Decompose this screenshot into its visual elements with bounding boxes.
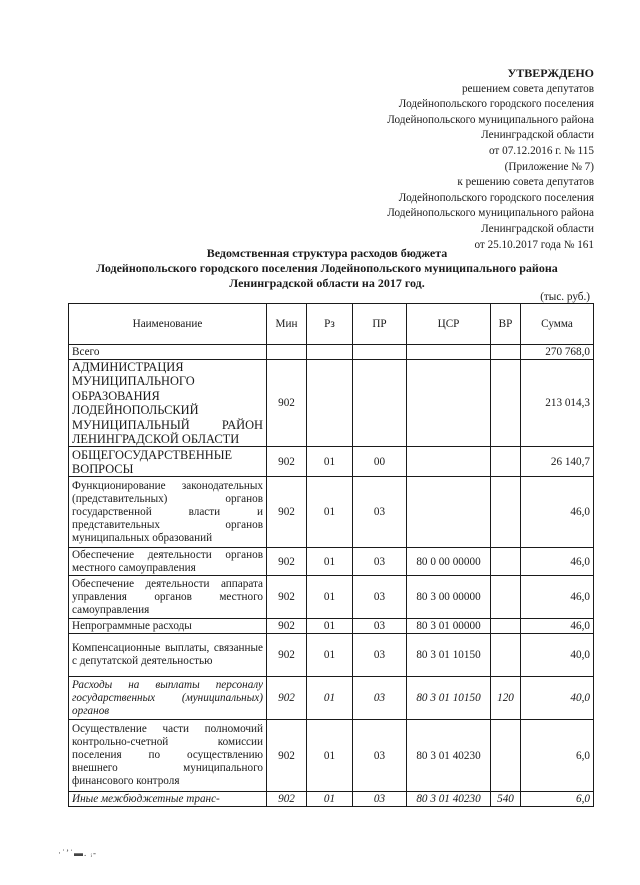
cell-pr: 03 xyxy=(353,548,407,576)
units-label: (тыс. руб.) xyxy=(540,291,590,303)
cell-vr xyxy=(491,477,521,548)
cell-min: 902 xyxy=(267,548,307,576)
cell-pr: 03 xyxy=(353,677,407,720)
cell-min: 902 xyxy=(267,720,307,792)
header-min: Мин xyxy=(267,304,307,345)
cell-vr xyxy=(491,634,521,677)
cell-name: Расходы на выплаты персоналу государственных (муниципальных) органов xyxy=(69,677,267,720)
cell-min: 902 xyxy=(267,576,307,619)
cell-min: 902 xyxy=(267,677,307,720)
cell-name: Компенсационные выплаты, связанные с депутатской деятельностью xyxy=(69,634,267,677)
cell-rz xyxy=(307,345,353,360)
cell-sum: 270 768,0 xyxy=(521,345,594,360)
cell-rz: 01 xyxy=(307,447,353,477)
cell-pr: 03 xyxy=(353,477,407,548)
cell-sum: 6,0 xyxy=(521,720,594,792)
table-row xyxy=(69,447,594,477)
header-vr: ВР xyxy=(491,304,521,345)
cell-sum: 46,0 xyxy=(521,576,594,619)
cell-pr xyxy=(353,360,407,447)
approval-block xyxy=(387,66,594,253)
cell-sum: 46,0 xyxy=(521,619,594,634)
approval-line: Лодейнопольского муниципального района xyxy=(387,207,594,220)
cell-sum: 46,0 xyxy=(521,548,594,576)
cell-sum: 46,0 xyxy=(521,477,594,548)
cell-name: Осуществление части полномочий контрольно-счетной комиссии поселения по осуществлению внешнего муниципального финансового контроля xyxy=(69,720,267,792)
cell-rz: 01 xyxy=(307,792,353,807)
cell-csr: 80 3 01 10150 xyxy=(407,677,491,720)
cell-min: 902 xyxy=(267,447,307,477)
approval-line: Лодейнопольского городского поселения xyxy=(398,98,594,111)
cell-min xyxy=(267,345,307,360)
table-header-row xyxy=(69,304,594,345)
cell-csr xyxy=(407,345,491,360)
cell-rz: 01 xyxy=(307,619,353,634)
cell-name: Иные межбюджетные транс- xyxy=(69,792,267,807)
cell-vr xyxy=(491,619,521,634)
header-rz: Рз xyxy=(307,304,353,345)
cell-sum: 6,0 xyxy=(521,792,594,807)
table-row xyxy=(69,619,594,634)
table-row xyxy=(69,634,594,677)
cell-min: 902 xyxy=(267,619,307,634)
cell-vr xyxy=(491,345,521,360)
approval-line: к решению совета депутатов xyxy=(457,176,594,189)
cell-vr xyxy=(491,720,521,792)
title-line-2: Лодейнопольского городского поселения Лодейнопольского муниципального района xyxy=(96,261,558,275)
cell-csr: 80 3 01 10150 xyxy=(407,634,491,677)
cell-min: 902 xyxy=(267,792,307,807)
approval-line: (Приложение № 7) xyxy=(504,160,594,173)
cell-rz: 01 xyxy=(307,548,353,576)
approval-line: Лодейнопольского городского поселения xyxy=(398,191,594,204)
cell-pr: 00 xyxy=(353,447,407,477)
cell-csr: 80 3 01 40230 xyxy=(407,792,491,807)
cell-name: Всего xyxy=(69,345,267,360)
cell-name: Непрограммные расходы xyxy=(69,619,267,634)
approval-line: Лодейнопольского муниципального района xyxy=(387,113,594,126)
header-csr: ЦСР xyxy=(407,304,491,345)
table-row xyxy=(69,345,594,360)
approval-line: решением совета депутатов xyxy=(461,82,594,95)
title-line-3: Ленинградской области на 2017 год. xyxy=(229,276,425,290)
handwritten-mark: ·˙ʼˈ▬. ᵢ- xyxy=(58,848,97,858)
cell-rz: 01 xyxy=(307,477,353,548)
header-name: Наименование xyxy=(69,304,267,345)
cell-min: 902 xyxy=(267,477,307,548)
cell-pr: 03 xyxy=(353,792,407,807)
expenditure-table xyxy=(68,303,594,807)
cell-sum: 40,0 xyxy=(521,677,594,720)
cell-name: ОБЩЕГОСУДАРСТВЕННЫЕ ВОПРОСЫ xyxy=(69,447,267,477)
cell-pr xyxy=(353,345,407,360)
cell-vr xyxy=(491,576,521,619)
cell-sum: 40,0 xyxy=(521,634,594,677)
table-row xyxy=(69,792,594,807)
cell-sum: 26 140,7 xyxy=(521,447,594,477)
header-pr: ПР xyxy=(353,304,407,345)
cell-vr xyxy=(491,360,521,447)
approval-line: от 25.10.2017 года № 161 xyxy=(474,238,594,251)
cell-rz: 01 xyxy=(307,677,353,720)
cell-sum: 213 014,3 xyxy=(521,360,594,447)
cell-min: 902 xyxy=(267,360,307,447)
cell-vr: 540 xyxy=(491,792,521,807)
cell-pr: 03 xyxy=(353,619,407,634)
cell-pr: 03 xyxy=(353,720,407,792)
table-row xyxy=(69,477,594,548)
approval-line: Ленинградской области xyxy=(481,129,594,142)
cell-pr: 03 xyxy=(353,634,407,677)
cell-name: АДМИНИСТРАЦИЯ МУНИЦИПАЛЬНОГО ОБРАЗОВАНИЯ ЛОДЕЙНОПОЛЬСКИЙ МУНИЦИПАЛЬНЫЙ РАЙОН ЛЕНИНГРАДСКОЙ ОБЛАСТИ xyxy=(69,360,267,447)
cell-csr: 80 0 00 00000 xyxy=(407,548,491,576)
table-row xyxy=(69,720,594,792)
document-title xyxy=(60,246,594,291)
cell-vr xyxy=(491,548,521,576)
cell-pr: 03 xyxy=(353,576,407,619)
table-row xyxy=(69,576,594,619)
cell-vr xyxy=(491,447,521,477)
approval-line: Ленинградской области xyxy=(481,222,594,235)
cell-csr: 80 3 00 00000 xyxy=(407,576,491,619)
table-row xyxy=(69,360,594,447)
cell-csr xyxy=(407,477,491,548)
cell-name: Обеспечение деятельности органов местного самоуправления xyxy=(69,548,267,576)
approval-heading: УТВЕРЖДЕНО xyxy=(507,66,594,80)
cell-csr xyxy=(407,360,491,447)
cell-csr xyxy=(407,447,491,477)
table-row xyxy=(69,677,594,720)
table-row xyxy=(69,548,594,576)
approval-line: от 07.12.2016 г. № 115 xyxy=(488,144,594,157)
cell-rz: 01 xyxy=(307,576,353,619)
header-sum: Сумма xyxy=(521,304,594,345)
cell-name: Обеспечение деятельности аппарата управления органов местного самоуправления xyxy=(69,576,267,619)
cell-rz: 01 xyxy=(307,720,353,792)
cell-rz: 01 xyxy=(307,634,353,677)
cell-rz xyxy=(307,360,353,447)
cell-min: 902 xyxy=(267,634,307,677)
title-line-1: Ведомственная структура расходов бюджета xyxy=(206,246,448,260)
cell-csr: 80 3 01 00000 xyxy=(407,619,491,634)
cell-vr: 120 xyxy=(491,677,521,720)
cell-name: Функционирование законодательных (представительных) органов государственной власти и представительных органов муниципальных образований xyxy=(69,477,267,548)
cell-csr: 80 3 01 40230 xyxy=(407,720,491,792)
